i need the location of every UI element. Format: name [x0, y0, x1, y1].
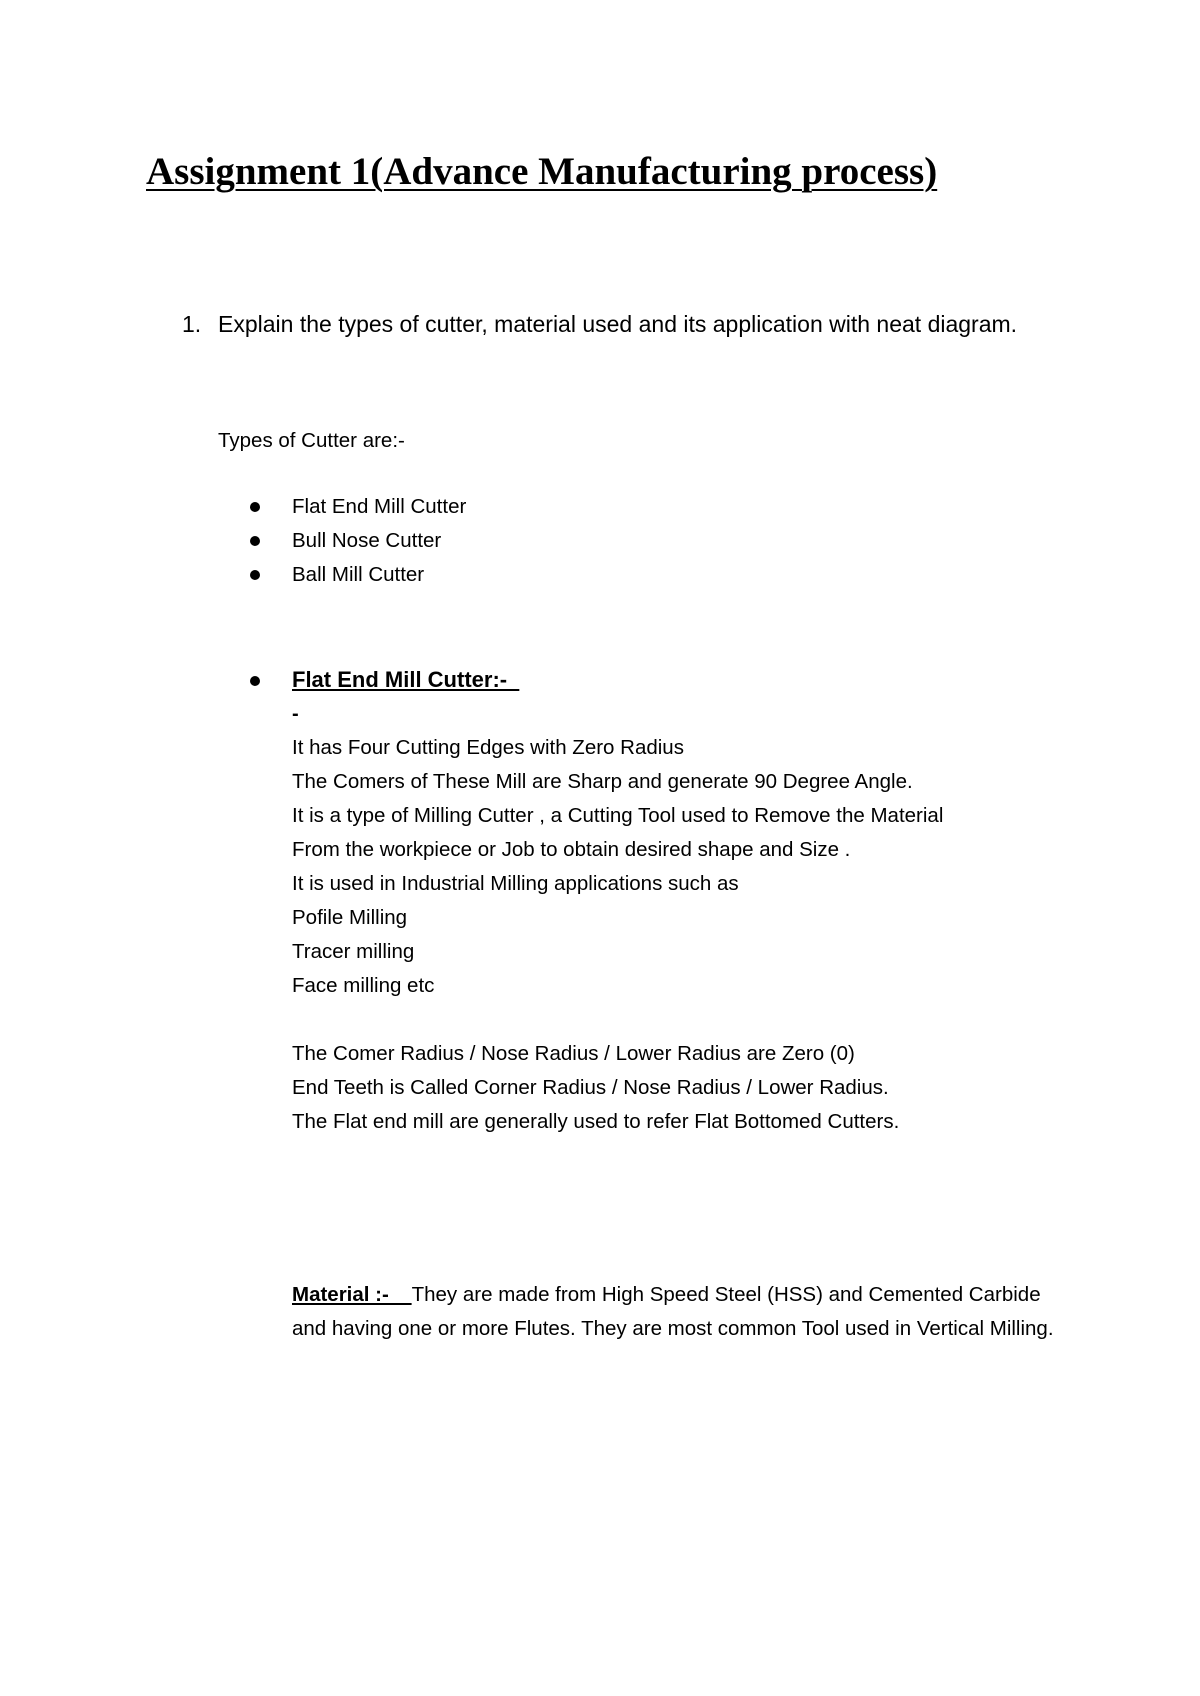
paragraph-line: From the workpiece or Job to obtain desired shape and Size .: [292, 838, 851, 861]
paragraph-line: It has Four Cutting Edges with Zero Radius: [292, 736, 684, 759]
list-item: [250, 490, 466, 524]
paragraph-line: It is a type of Milling Cutter , a Cutting Tool used to Remove the Material: [292, 804, 944, 827]
bullet-icon: [250, 676, 260, 686]
dash-mark: -: [292, 703, 299, 725]
section-heading: Flat End Mill Cutter:-: [292, 667, 520, 692]
paragraph-line: The Comer Radius / Nose Radius / Lower Radius are Zero (0): [292, 1042, 855, 1065]
list-item-label: Bull Nose Cutter: [292, 529, 442, 552]
question-1: [182, 305, 1062, 344]
question-number: 1.: [182, 311, 202, 337]
list-item: [250, 558, 466, 592]
section-heading-row: [250, 663, 1070, 697]
paragraph-line: Face milling etc: [292, 974, 435, 997]
paragraph-line: End Teeth is Called Corner Radius / Nose Radius / Lower Radius.: [292, 1076, 889, 1099]
bullet-icon: [250, 570, 260, 580]
bullet-icon: [250, 502, 260, 512]
paragraph-line: The Comers of These Mill are Sharp and generate 90 Degree Angle.: [292, 770, 913, 793]
paragraph-line: The Flat end mill are generally used to refer Flat Bottomed Cutters.: [292, 1110, 900, 1133]
paragraph-line: Pofile Milling: [292, 906, 408, 929]
types-heading: Types of Cutter are:-: [218, 429, 405, 452]
section-body: [292, 731, 1070, 1139]
blank-line: [292, 1003, 1070, 1037]
paragraph-line: It is used in Industrial Milling applications such as: [292, 872, 739, 895]
list-item-label: Ball Mill Cutter: [292, 563, 425, 586]
question-text: Explain the types of cutter, material used and its application with neat diagram.: [218, 311, 1018, 337]
cutter-types-list: [250, 490, 466, 592]
material-text: They are made from High Speed Steel (HSS) and Cemented Carbide and having one or more Flutes. They are most common Tool used in Vertical Milling.: [292, 1283, 1054, 1340]
list-item: [250, 524, 466, 558]
list-item-label: Flat End Mill Cutter: [292, 495, 467, 518]
paragraph-line: Tracer milling: [292, 940, 415, 963]
bullet-icon: [250, 536, 260, 546]
document-title: Assignment 1(Advance Manufacturing process): [146, 150, 938, 193]
material-label: Material :-: [292, 1283, 412, 1306]
material-paragraph: [292, 1278, 1072, 1346]
flat-end-mill-section: [250, 663, 1070, 1139]
